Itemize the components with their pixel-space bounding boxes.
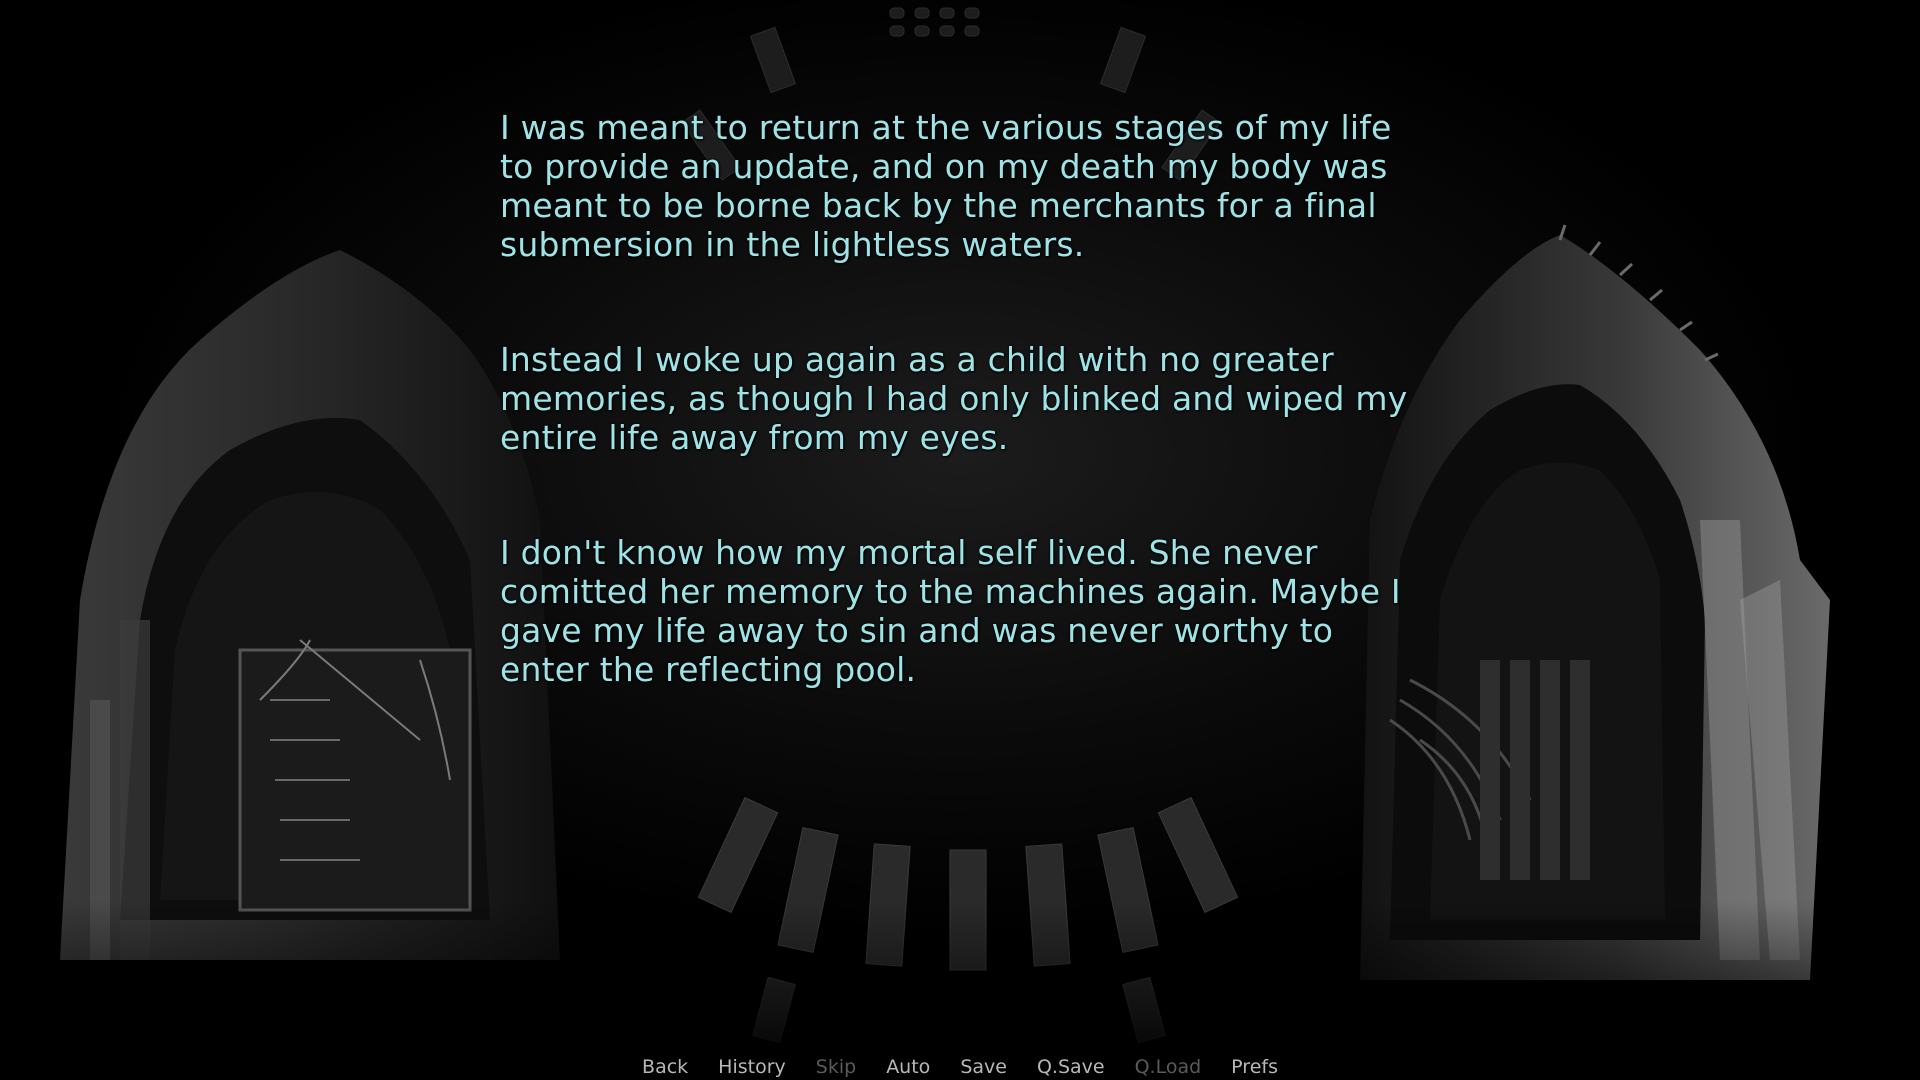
narration-paragraph: Instead I woke up again as a child with no greater memories, as though I had only blinked and wiped my entire life away from my eyes. [500, 340, 1408, 457]
narration-paragraph: I was meant to return at the various stages of my life to provide an update, and on my death my body was meant to be borne back by the merchants for a final submersion in the lightless waters. [500, 108, 1392, 264]
auto-button[interactable]: Auto [871, 1054, 945, 1080]
narration-paragraph: I don't know how my mortal self lived. She never comitted her memory to the machines again. Maybe I gave my life away to sin and was never worthy to enter the reflecting pool. [500, 533, 1401, 689]
save-button[interactable]: Save [945, 1054, 1022, 1080]
narration-text-area [500, 108, 1430, 765]
quick-save-button[interactable]: Q.Save [1022, 1054, 1120, 1080]
skip-button[interactable]: Skip [801, 1054, 871, 1080]
history-button[interactable]: History [703, 1054, 801, 1080]
quick-menu [0, 1054, 1920, 1080]
preferences-button[interactable]: Prefs [1216, 1054, 1293, 1080]
quick-load-button[interactable]: Q.Load [1120, 1054, 1217, 1080]
back-button[interactable]: Back [627, 1054, 703, 1080]
